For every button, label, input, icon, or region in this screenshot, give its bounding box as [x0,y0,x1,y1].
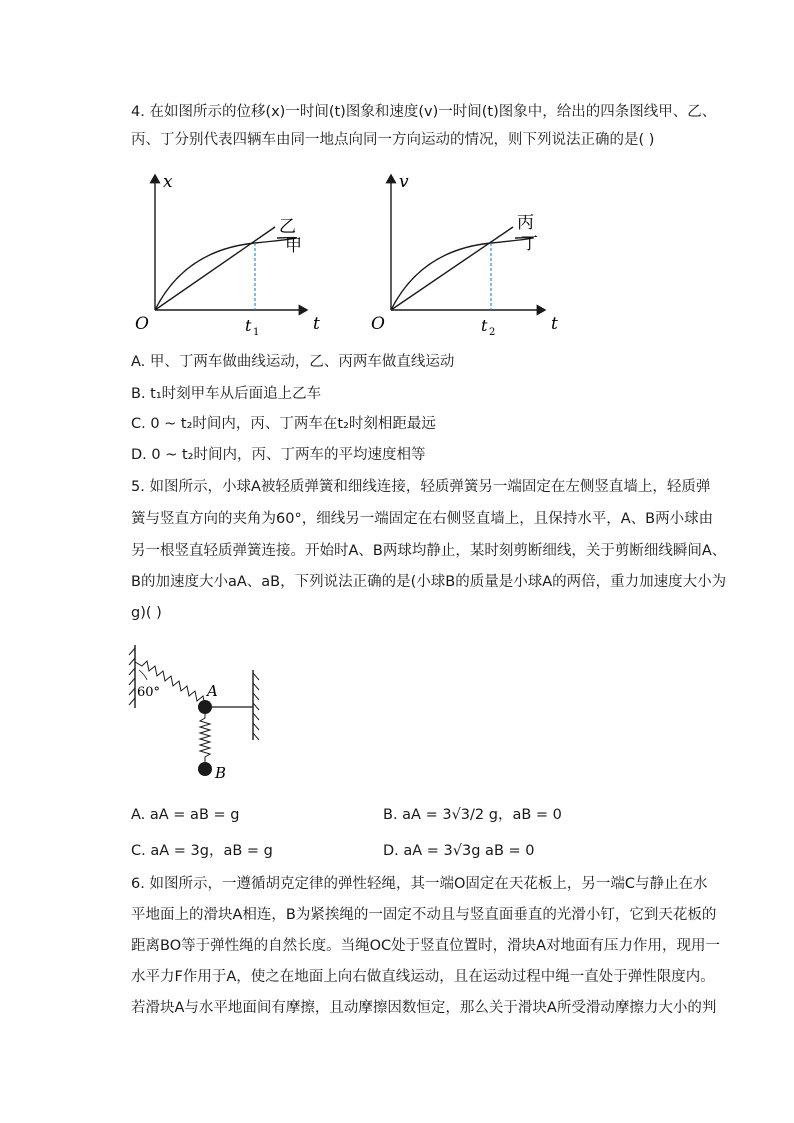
q5-option-d: D. aA = 3√3g aB = 0 [383,843,535,859]
ball-b [198,762,212,776]
label-yi: 乙 [279,217,296,237]
t2-label: t [481,316,488,335]
q5-line-5: g)( ) [131,605,162,621]
q4-option-a: A. 甲、丁两车做曲线运动，乙、丙两车做直线运动 [131,354,455,370]
vertical-spring [200,714,210,763]
v-axis-label: v [399,172,409,192]
label-jia: 甲 [285,236,302,256]
q5-option-b: B. aA = 3√3/2 g，aB = 0 [383,807,562,823]
curve-jia [155,238,297,310]
q4-line-2: 丙、丁分别代表四辆车由同一地点向同一方向运动的情况，则下列说法正确的是( ) [131,132,655,148]
q6-line-2: 平地面上的滑块A相连，B为紧挨绳的一固定不动且与竖直面垂直的光滑小钉，它到天花板的 [131,907,717,923]
x-axis-label: x [163,172,173,192]
q5-option-c: C. aA = 3g，aB = g [131,843,273,859]
q5-figure [125,640,275,790]
q5-option-a: A. aA = aB = g [131,807,240,823]
origin-label-1: O [135,314,149,334]
ball-b-label: B [215,764,227,782]
line-bing [391,227,513,310]
v-t-graph [371,172,558,338]
q5-line-1: 5. 如图所示，小球A被轻质弹簧和细线连接，轻质弹簧另一端固定在左侧竖直墙上，轻质弹 [131,479,711,495]
q5-line-4: B的加速度大小aA、aB，下列说法正确的是(小球B的质量是小球A的两倍，重力加速度大小为 [131,574,727,590]
q6-line-3: 距离BO等于弹性绳的自然长度。当绳OC处于竖直位置时，滑块A对地面有压力作用，现用一 [131,938,721,954]
ball-a [198,700,212,714]
label-ding: 丁 [521,234,538,254]
left-wall [129,645,135,708]
t-axis-label-1: t [313,314,320,334]
label-bing: 丙 [517,213,534,233]
q6-line-1: 6. 如图所示，一遵循胡克定律的弹性轻绳，其一端O固定在天花板上，另一端C与静止在水 [131,876,708,892]
q4-option-c: C. 0 ~ t₂时间内，丙、丁两车在t₂时刻相距最远 [131,416,436,432]
right-wall [253,670,259,740]
q4-option-d: D. 0 ~ t₂时间内，丙、丁两车的平均速度相等 [131,447,426,463]
angle-arc [139,670,147,680]
ball-a-label: A [207,682,218,700]
line-yi [155,227,275,310]
q5-line-2: 簧与竖直方向的夹角为60°，细线另一端固定在右侧竖直墙上，且保持水平，A、B两小球由 [131,511,714,527]
x-t-graph [135,172,320,338]
angle-label: 60° [137,685,161,700]
q5-line-3: 另一根竖直轻质弹簧连接。开始时A、B两球均静止，某时刻剪断细线，关于剪断细线瞬间A、 [131,543,727,559]
t-axis-label-2: t [551,314,558,334]
q6-line-5: 若滑块A与水平地面间有摩擦，且动摩擦因数恒定，那么关于滑块A所受滑动摩擦力大小的判 [131,1000,717,1016]
q4-line-1: 4. 在如图所示的位移(x)一时间(t)图象和速度(v)一时间(t)图象中，给出的四条图线甲、乙、 [131,104,717,120]
origin-label-2: O [371,314,385,334]
t1-label: t [245,316,252,335]
q4-figure [125,165,565,340]
t1-subscript: 1 [253,327,260,338]
t2-subscript: 2 [489,327,496,338]
q4-option-b: B. t₁时刻甲车从后面追上乙车 [131,386,322,402]
q6-line-4: 水平力F作用于A，使之在地面上向右做直线运动，且在运动过程中绳一直处于弹性限度内。 [131,969,715,985]
curve-ding [391,238,533,310]
